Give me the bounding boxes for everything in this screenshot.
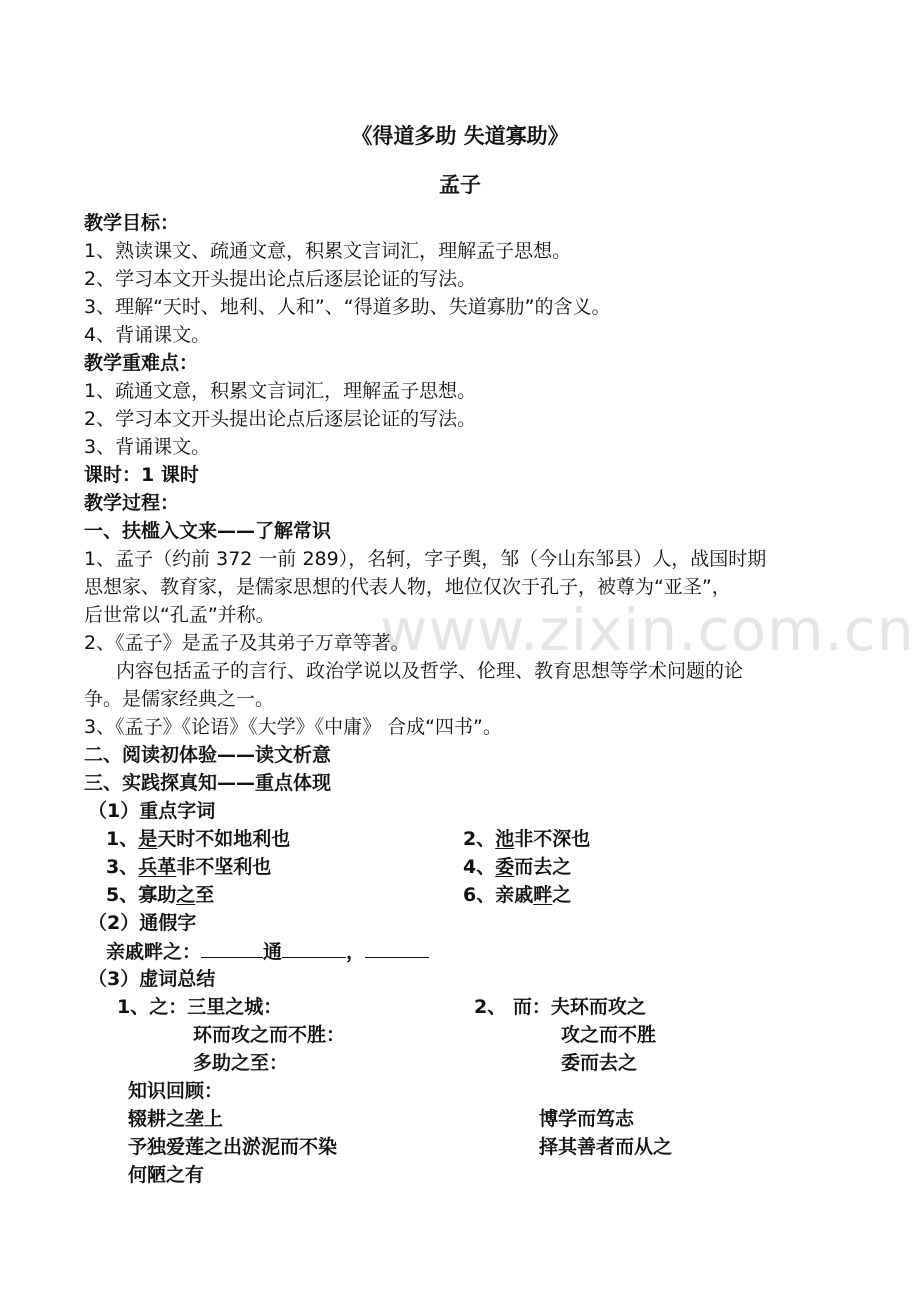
- paragraph-line: 2、《孟子》是孟子及其弟子万章等著。: [84, 632, 410, 654]
- paragraph-line: 后世常以“孔孟”并称。: [84, 604, 275, 626]
- goal-item: 1、熟读课文、疏通文意，积累文言词汇，理解孟子思想。: [84, 240, 572, 262]
- part-one-heading: 一、扶槛入文来——了解常识: [84, 520, 332, 542]
- review-heading: 知识回顾：: [128, 1080, 224, 1102]
- keypoint-item: 3、背诵课文。: [84, 436, 211, 458]
- section-heading-goals: 教学目标：: [84, 212, 180, 234]
- function-word-zhi: 多助之至：: [193, 1052, 289, 1074]
- key-word-item: 3、兵革非不坚利也: [106, 856, 272, 878]
- subsection-tongjiazi: （2）通假字: [88, 912, 197, 934]
- part-three-heading: 三、实践探真知——重点体现: [84, 772, 332, 794]
- paragraph-line: 1、孟子（约前 372 一前 289），名轲，字子舆，邹（今山东邹县）人，战国时期: [84, 548, 767, 570]
- review-item: 予独爱莲之出淤泥而不染: [128, 1136, 338, 1158]
- blank-field[interactable]: [201, 937, 263, 958]
- paragraph-line: 内容包括孟子的言行、政治学说以及哲学、伦理、教育思想等学术问题的论: [116, 660, 744, 682]
- paragraph-line: 3、《孟子》《论语》《大学》《中庸》 合成“四书”。: [84, 716, 502, 738]
- class-hours: 课时：1 课时: [84, 464, 199, 486]
- tongjiazi-fill-line: 亲戚畔之： 通 ，: [106, 937, 429, 966]
- paragraph-line: 争。是儒家经典之一。: [84, 688, 275, 710]
- goal-item: 2、学习本文开头提出论点后逐层论证的写法。: [84, 268, 477, 290]
- function-word-er: 攻之而不胜: [561, 1024, 657, 1046]
- doc-author: 孟子: [439, 173, 481, 197]
- watermark-text: www.zixin.com.cn: [380, 596, 915, 664]
- section-heading-keypoints: 教学重难点：: [84, 352, 199, 374]
- function-word-zhi: 环而攻之而不胜：: [193, 1024, 346, 1046]
- blank-field[interactable]: [282, 937, 346, 958]
- key-word-item: 4、委而去之: [463, 856, 572, 878]
- key-word-item: 1、是天时不如地利也: [106, 828, 291, 850]
- blank-field[interactable]: [365, 937, 429, 958]
- part-two-heading: 二、阅读初体验——读文析意: [84, 744, 332, 766]
- function-word-er: 2、 而：夫环而攻之: [474, 996, 646, 1018]
- key-word-item: 6、亲戚畔之: [463, 884, 572, 906]
- paragraph-line: 思想家、教育家，是儒家思想的代表人物，地位仅次于孔子，被尊为“亚圣”，: [84, 576, 731, 598]
- goal-item: 4、背诵课文。: [84, 324, 211, 346]
- keypoint-item: 2、学习本文开头提出论点后逐层论证的写法。: [84, 408, 477, 430]
- function-word-zhi: 1、之：三里之城：: [117, 996, 283, 1018]
- review-item: 何陋之有: [128, 1164, 205, 1186]
- key-word-item: 5、寡助之至: [106, 884, 215, 906]
- subsection-function-words: （3）虚词总结: [88, 968, 216, 990]
- goal-item: 3、理解“天时、地利、人和”、“得道多助、失道寡肋”的含义。: [84, 296, 611, 318]
- review-item: 辍耕之垄上: [128, 1108, 224, 1130]
- keypoint-item: 1、疏通文意，积累文言词汇，理解孟子思想。: [84, 380, 477, 402]
- review-item: 博学而笃志: [539, 1108, 635, 1130]
- doc-title: 《得道多助 失道寡助》: [351, 124, 569, 148]
- review-item: 择其善者而从之: [539, 1136, 673, 1158]
- key-word-item: 2、池非不深也: [463, 828, 591, 850]
- subsection-key-words: （1）重点字词: [88, 800, 216, 822]
- function-word-er: 委而去之: [561, 1052, 638, 1074]
- section-heading-process: 教学过程：: [84, 492, 180, 514]
